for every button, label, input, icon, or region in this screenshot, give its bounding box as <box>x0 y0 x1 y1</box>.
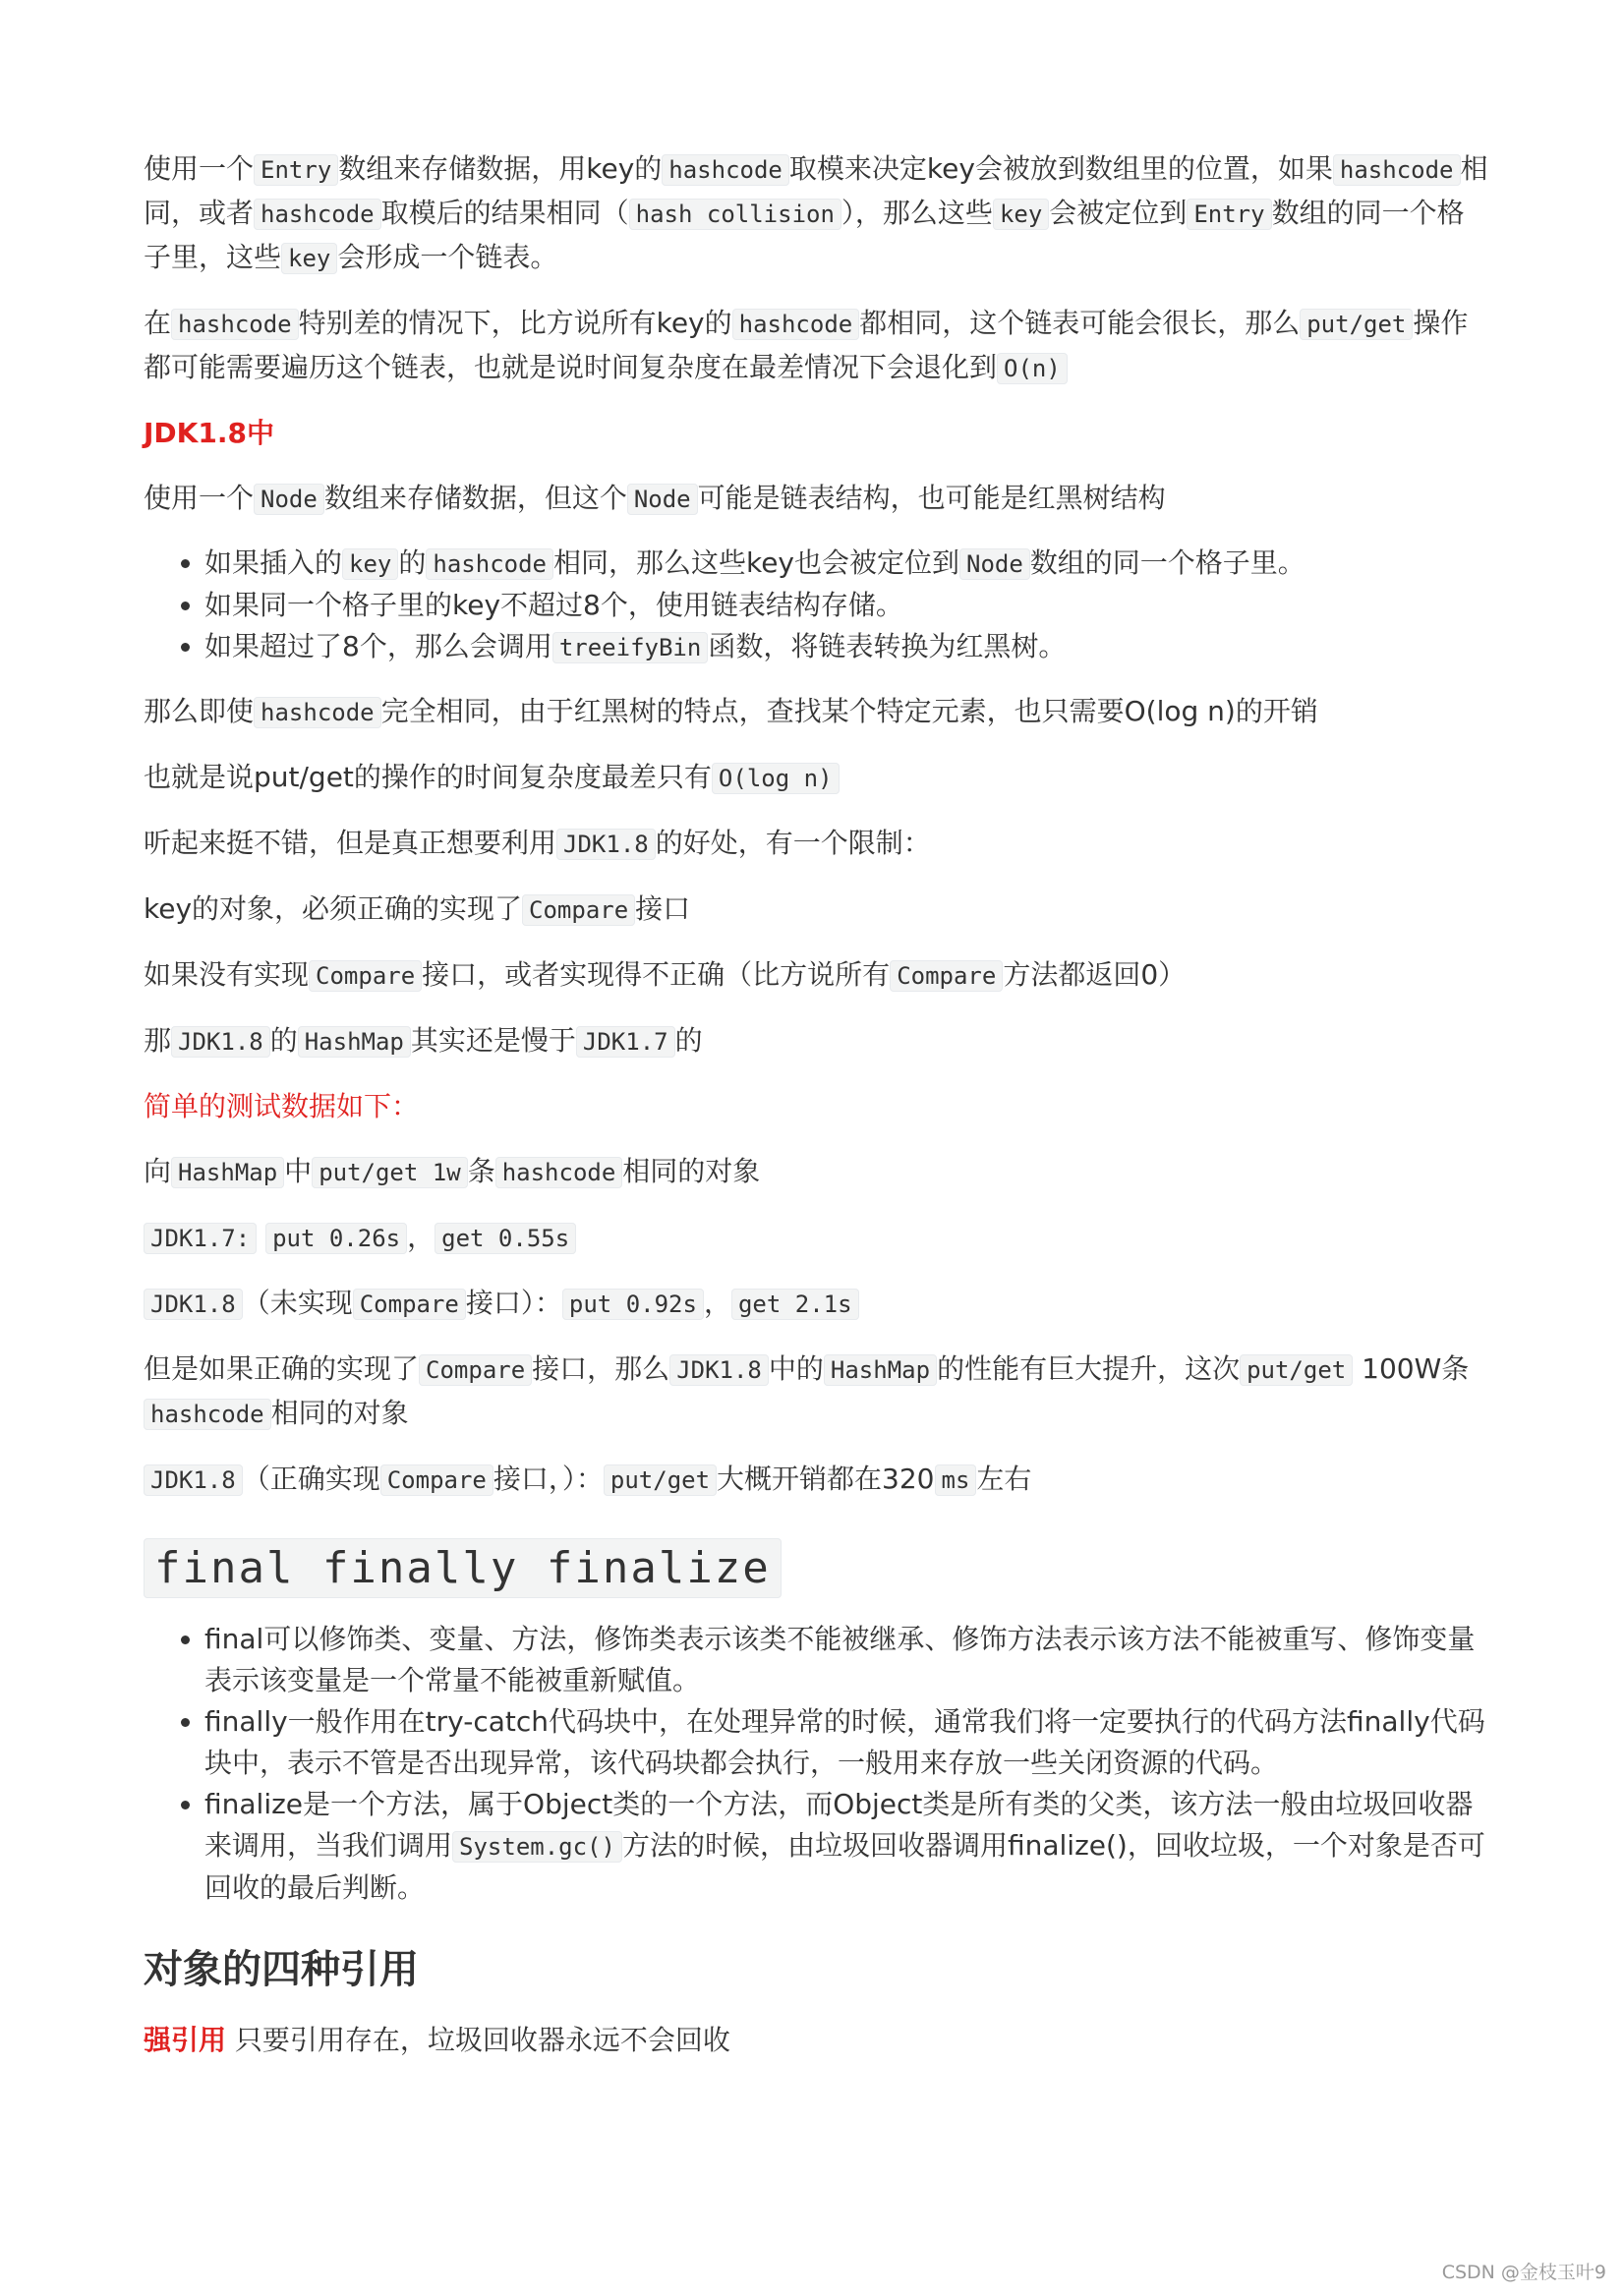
list-item: • final可以修饰类、变量、方法，修饰类表示该类不能被继承、修饰方法表示该方法不能被重写、修饰变量表示该变量是一个常量不能被重新赋值。 <box>204 1619 1490 1701</box>
text: 会形成一个链表。 <box>337 241 558 273</box>
inline-code: get 2.1s <box>731 1289 859 1320</box>
text: 但是如果正确的实现了 <box>144 1352 420 1385</box>
text: 的性能有巨大提升，这次 <box>937 1352 1241 1385</box>
paragraph-test-data-heading: 简单的测试数据如下： <box>144 1090 420 1122</box>
inline-code: O(log n) <box>712 763 840 794</box>
inline-code: System.gc() <box>452 1831 622 1863</box>
list-item <box>204 1784 1490 1909</box>
paragraph-compare-missing <box>144 953 1490 998</box>
text: 也就是说put/get的操作的时间复杂度最差只有 <box>144 761 712 793</box>
text: （正确实现 <box>242 1463 380 1495</box>
inline-code: JDK1.8 <box>669 1354 769 1386</box>
paragraph-compare-required <box>144 888 1490 932</box>
inline-code: JDK1.7: <box>144 1223 257 1254</box>
text: 向 <box>144 1155 172 1187</box>
text: 函数，将链表转换为红黑树。 <box>708 630 1067 662</box>
inline-code: O(n) <box>997 353 1068 384</box>
text: 方法的时候，由垃圾回收器调用finalize()，回收垃圾，一个对象是否可回收的最后判断。 <box>204 1829 1485 1904</box>
paragraph-strong-reference <box>144 2019 1490 2062</box>
text: 听起来挺不错，但是真正想要利用 <box>144 827 557 859</box>
inline-code: hashcode <box>171 309 299 340</box>
paragraph-jdk17-result <box>144 1216 1490 1260</box>
inline-code: Compare <box>522 894 635 926</box>
inline-code: put/get <box>1240 1354 1353 1386</box>
inline-code: Node <box>627 484 698 515</box>
inline-code: put 0.92s <box>562 1289 704 1320</box>
text: 操作都可能需要遍历这个链表，也就是说时间复杂度在最差情况下会退化到 <box>144 307 1469 383</box>
text: 其实还是慢于 <box>410 1024 576 1057</box>
inline-code: hashcode <box>254 697 381 728</box>
inline-code: Entry <box>1187 199 1271 230</box>
text: 中 <box>284 1155 313 1187</box>
inline-code: HashMap <box>824 1354 937 1386</box>
text: 条 <box>467 1155 495 1187</box>
text: （未实现 <box>242 1287 353 1319</box>
text: 的 <box>674 1024 703 1057</box>
inline-code: put/get 1w <box>312 1157 468 1188</box>
inline-code: key <box>281 243 337 274</box>
inline-code: HashMap <box>298 1026 411 1058</box>
text: ， <box>407 1221 435 1253</box>
strong-reference-label: 强引用 <box>144 2024 227 2056</box>
text: 相同，那么这些key也会被定位到 <box>552 546 959 579</box>
inline-code: hashcode <box>426 548 553 580</box>
heading-final-finally-finalize <box>144 1543 782 1593</box>
paragraph-red-black-tree <box>144 690 1490 734</box>
text: 特别差的情况下，比方说所有key的 <box>298 307 732 339</box>
text: 接口，或者实现得不正确（比方说所有 <box>422 958 891 991</box>
paragraph-jdk18-compare-result <box>144 1458 1490 1502</box>
paragraph-worst-case <box>144 302 1490 390</box>
text: 接口，）： <box>493 1463 604 1495</box>
text: 取模来决定key会被放到数组里的位置，如果 <box>788 152 1333 185</box>
text: 如果没有实现 <box>144 958 310 991</box>
text: ），那么这些 <box>841 197 993 229</box>
paragraph-log-n <box>144 756 1490 800</box>
inline-code: Node <box>959 548 1030 580</box>
inline-code: Node <box>254 484 324 515</box>
text: 完全相同，由于红黑树的特点，查找某个特定元素，也只需要O(log n)的开销 <box>380 695 1318 727</box>
text: 接口，那么 <box>532 1352 670 1385</box>
final-list <box>144 1619 1490 1909</box>
heading-jdk18: JDK1.8中 <box>144 417 274 449</box>
list-item <box>204 585 1490 626</box>
list-item <box>204 626 1490 668</box>
jdk18-rules-list <box>144 543 1490 668</box>
text: 只要引用存在，垃圾回收器永远不会回收 <box>226 2024 730 2056</box>
text: 取模后的结果相同（ <box>380 197 629 229</box>
paragraph-slower <box>144 1019 1490 1063</box>
text: 如果超过了8个，那么会调用 <box>204 630 552 662</box>
inline-code: Compare <box>890 960 1003 992</box>
text: 的好处，有一个限制： <box>655 827 931 859</box>
text: 数组的同一个格子里。 <box>1029 546 1305 579</box>
watermark: CSDN @金枝玉叶9 <box>1441 2262 1606 2283</box>
paragraph-jdk18-no-compare-result <box>144 1282 1490 1326</box>
text: 可能是链表结构，也可能是红黑树结构 <box>697 482 1166 514</box>
paragraph-limitation <box>144 822 1490 866</box>
inline-code: Compare <box>419 1354 532 1386</box>
inline-code: hash collision <box>629 199 841 230</box>
inline-code: put/get <box>1300 309 1413 340</box>
text: 数组来存储数据，但这个 <box>323 482 627 514</box>
text: finalize是一个方法，属于Object类的一个方法，而Object类是所有类的父类，该方法一般由垃圾回收器来调用，当我们调用 <box>204 1788 1474 1862</box>
text: 的 <box>269 1024 298 1057</box>
text: 方法都返回0） <box>1003 958 1187 991</box>
inline-code: hashcode <box>254 199 381 230</box>
inline-code: Compare <box>353 1289 466 1320</box>
paragraph-performance-boost <box>144 1348 1490 1436</box>
text: 的 <box>398 546 427 579</box>
text: 大概开销都在320 <box>717 1463 935 1495</box>
paragraph-node-array <box>144 477 1490 521</box>
text: 接口 <box>635 892 691 925</box>
paragraph-entry-array <box>144 147 1490 280</box>
inline-code: hashcode <box>732 309 860 340</box>
inline-code: hashcode <box>662 154 789 186</box>
inline-code: hashcode <box>495 1157 623 1188</box>
inline-code: JDK1.7 <box>576 1026 675 1058</box>
text: 相同的对象 <box>622 1155 761 1187</box>
text: 左右 <box>976 1463 1032 1495</box>
inline-code: put/get <box>604 1464 717 1496</box>
inline-code: JDK1.8 <box>171 1026 270 1058</box>
text: ， <box>703 1287 731 1319</box>
text: 使用一个 <box>144 482 255 514</box>
inline-code: JDK1.8 <box>556 829 656 860</box>
list-item <box>204 543 1490 585</box>
heading-four-references: 对象的四种引用 <box>144 1947 419 1992</box>
inline-code: HashMap <box>171 1157 284 1188</box>
text: 数组来存储数据，用key的 <box>338 152 663 185</box>
text: 那 <box>144 1024 172 1057</box>
text: 都相同，这个链表可能会很长，那么 <box>859 307 1301 339</box>
text: 100W条 <box>1362 1352 1470 1385</box>
text: 相同的对象 <box>270 1397 409 1429</box>
heading-code: final finally finalize <box>144 1538 782 1598</box>
inline-code: JDK1.8 <box>144 1289 243 1320</box>
inline-code: key <box>342 548 398 580</box>
text: 数组的同一个格子里，这些 <box>144 197 1465 273</box>
inline-code: Compare <box>380 1464 493 1496</box>
document-page <box>144 147 1490 2084</box>
text: 会被定位到 <box>1049 197 1188 229</box>
text: 那么即使 <box>144 695 255 727</box>
text: 如果插入的 <box>204 546 343 579</box>
text: 相同，或者 <box>144 152 1488 229</box>
text: 如果同一个格子里的key不超过8个，使用链表结构存储。 <box>204 589 903 621</box>
paragraph-test-setup <box>144 1150 1490 1194</box>
text: 接口）： <box>465 1287 562 1319</box>
text: 在 <box>144 307 172 339</box>
text: 使用一个 <box>144 152 255 185</box>
text: 中的 <box>768 1352 824 1385</box>
inline-code: hashcode <box>144 1399 271 1430</box>
inline-code: key <box>993 199 1049 230</box>
inline-code: ms <box>935 1464 977 1496</box>
inline-code: Compare <box>309 960 422 992</box>
inline-code: get 0.55s <box>435 1223 576 1254</box>
inline-code: treeifyBin <box>552 632 709 663</box>
text: key的对象，必须正确的实现了 <box>144 892 523 925</box>
inline-code: hashcode <box>1333 154 1461 186</box>
inline-code: JDK1.8 <box>144 1464 243 1496</box>
inline-code: Entry <box>254 154 338 186</box>
list-item: • finally一般作用在try-catch代码块中，在处理异常的时候，通常我们将一定要执行的代码方法finally代码块中，表示不管是否出现异常，该代码块都会执行，一般用来存放一些关闭资源的代码。 <box>204 1701 1490 1784</box>
inline-code: put 0.26s <box>265 1223 407 1254</box>
